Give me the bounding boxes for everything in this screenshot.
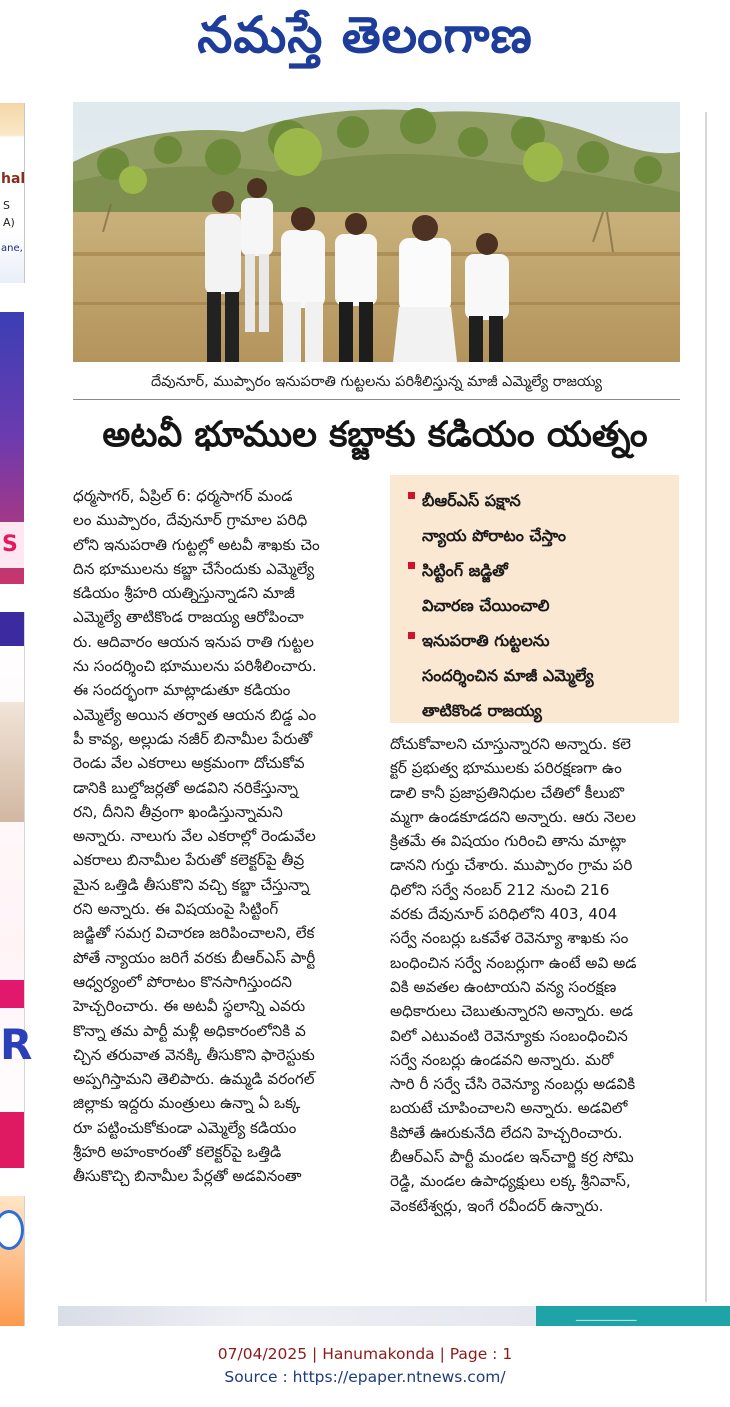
body-text-line: హెచ్చరించారు. ఈ అటవీ స్థలాన్ని ఎవరు bbox=[73, 997, 306, 1016]
next-article-strip bbox=[58, 1306, 536, 1326]
body-text-line: ను సందర్శించి భూములను పరిశీలించారు. bbox=[73, 657, 317, 676]
body-text-line: రు. ఆదివారం ఆయన ఇనుప రాతి గుట్టల bbox=[73, 632, 314, 651]
article-body-right-column bbox=[390, 732, 680, 1218]
body-text-line: రెడ్డి, మండల ఉపాధ్యక్షులు లక్క శ్రీనివాస్‌, bbox=[390, 1172, 631, 1191]
side-ad-clipping-2 bbox=[0, 312, 24, 584]
body-text-line: పీ కావ్య, అల్లుడు నజీర్‌ బినామీల పేరుతో bbox=[73, 729, 313, 748]
body-text-line: ఈ సందర్భంగా మాట్లాడుతూ కడియం bbox=[73, 681, 291, 700]
body-text-line: మ్మగా ఉండకూడదని అన్నారు. ఆరు నెలల bbox=[390, 807, 636, 826]
body-text-line: లోని ఇనుపరాతి గుట్టల్లో అటవీ శాఖకు చెం bbox=[73, 535, 320, 554]
article-body-left-column bbox=[73, 484, 377, 1189]
hill-inspection-photo bbox=[73, 102, 680, 362]
body-text-line: సర్వే నంబర్లు ఉండవని అన్నారు. మరో bbox=[390, 1050, 614, 1069]
body-text-line: అప్పగిస్తామని తెలిపారు. ఉమ్మడి వరంగల్‌ bbox=[73, 1070, 315, 1089]
body-text-line: ఆధ్వర్యంలో పోరాటం కొనసాగిస్తుందని bbox=[73, 972, 292, 991]
body-text-line: డానికి బుల్డోజర్లతో అడవిని నరికేస్తున్నా bbox=[73, 778, 298, 797]
side-ad-text: A) bbox=[3, 216, 15, 229]
highlight-text-line: బీఆర్‌ఎస్‌ పక్షాన bbox=[422, 491, 521, 510]
next-article-teaser: ___________ bbox=[576, 1308, 637, 1321]
article-photo bbox=[73, 102, 680, 362]
body-text-line: బీఆర్‌ఎస్‌ పార్టీ మండల ఇన్‌చార్జి కర్ర సోమి bbox=[390, 1148, 634, 1167]
body-text-line: క్టర్‌ ప్రభుత్వ భూములకు పరిరక్షణగా ఉం bbox=[390, 759, 622, 778]
body-text-line: ఎకరాలు బినామీల పేరుతో కలెక్టర్‌పై తీవ్ర bbox=[73, 851, 305, 870]
body-text-line: తీసుకొచ్చి బినామీల పేర్లతో అడవినంతా bbox=[73, 1167, 302, 1186]
body-text-line: కిపోతే ఊరుకునేది లేదని హెచ్చరించారు. bbox=[390, 1123, 623, 1142]
body-text-line: డానని గుర్తు చేశారు. ముప్పారం గ్రామ పరి bbox=[390, 856, 633, 875]
side-ad-band bbox=[0, 1112, 24, 1168]
body-text-line: సారి రీ సర్వే చేసి రెవెన్యూ నంబర్లు అడవికి bbox=[390, 1075, 636, 1094]
square-bullet-icon bbox=[408, 492, 415, 499]
body-text-line: వికి అవతల ఉంటాయని వన్య సంరక్షణ bbox=[390, 977, 617, 996]
side-ad-text: ane, bbox=[1, 243, 23, 254]
body-text-line: రని, దీనిని తీవ్రంగా ఖండిస్తున్నామని bbox=[73, 802, 283, 821]
side-ad-clipping-4 bbox=[0, 1196, 25, 1326]
photo-caption: దేవునూర్‌, ముప్పారం ఇనుపరాతి గుట్టలను పరిశీలిస్తున్న మాజీ ఎమ్మెల్యే రాజయ్య bbox=[73, 369, 680, 400]
highlight-text-line: విచారణ చేయించాలి bbox=[422, 596, 550, 615]
body-text-line: వెంకటేశ్వర్లు, ఇంగే రవీందర్‌ ఉన్నారు. bbox=[390, 1196, 604, 1215]
source-link[interactable]: Source : https://epaper.ntnews.com/ bbox=[224, 1368, 506, 1386]
body-text-line: క్రితమే ఈ విషయం గురించి తాను మాట్లా bbox=[390, 832, 626, 851]
body-text-line: రెండు వేల ఎకరాలు అక్రమంగా దోచుకోవ bbox=[73, 754, 305, 773]
square-bullet-icon bbox=[408, 632, 415, 639]
body-text-line: కడియం శ్రీహరి యత్నిస్తున్నాడని మాజీ bbox=[73, 584, 295, 603]
highlight-item bbox=[396, 553, 673, 623]
side-ad-text: S bbox=[2, 532, 18, 557]
side-ad-header bbox=[0, 612, 24, 646]
article-headline: అటవీ భూముల కబ్జాకు కడియం యత్నం bbox=[102, 415, 648, 455]
side-ad-band bbox=[0, 980, 24, 1008]
body-text-line: ఎమ్మెల్యే అయిన తర్వాత ఆయన బిడ్డ ఎం bbox=[73, 705, 317, 724]
body-text-line: ఎమ్మెల్యే తాటికొండ రాజయ్య ఆరోపించా bbox=[73, 608, 304, 627]
body-text-line: దోచుకోవాలని చూస్తున్నారని అన్నారు. కలె bbox=[390, 735, 631, 753]
edition-info: 07/04/2025 | Hanumakonda | Page : 1 bbox=[217, 1345, 513, 1363]
highlight-item bbox=[396, 623, 673, 728]
body-text-line: అన్నారు. నాలుగు వేల ఎకరాల్లో రెండువేల bbox=[73, 827, 316, 846]
body-text-line: మైన ఒత్తిడి తీసుకొని వచ్చి కబ్జా చేస్తున్నా bbox=[73, 875, 310, 894]
body-text-line: వరకు దేవునూర్‌ పరిధిలోని 403, 404 bbox=[390, 905, 618, 924]
body-text-line: లం ముప్పారం, దేవునూర్‌ గ్రామాల పరిధి bbox=[73, 511, 308, 530]
next-article-banner bbox=[536, 1306, 730, 1326]
square-bullet-icon bbox=[408, 562, 415, 569]
body-text-line: జడ్జితో సమగ్ర విచారణ జరిపించాలని, లేక bbox=[73, 924, 315, 943]
article-highlights-box bbox=[390, 475, 679, 723]
side-ad-text: hal bbox=[1, 171, 26, 187]
body-text-line: రూ పట్టించుకోకుండా ఎమ్మెల్యే కడియం bbox=[73, 1118, 297, 1137]
body-text-line: రని అన్నారు. ఈ విషయంపై సిట్టింగ్‌ bbox=[73, 900, 279, 919]
body-text-line: డాలి కానీ ప్రజాప్రతినిధుల చేతిలో కీలుబొ bbox=[390, 783, 625, 802]
highlight-text-line: ఇనుపరాతి గుట్టలను bbox=[422, 631, 550, 650]
body-text-line: పోతే న్యాయం జరిగే వరకు బీఆర్‌ఎస్‌ పార్టీ bbox=[73, 948, 316, 967]
side-ad-clipping-1 bbox=[0, 103, 25, 283]
side-ad-logo bbox=[0, 1210, 24, 1250]
highlight-text-line: సందర్శించిన మాజీ ఎమ్మెల్యే bbox=[422, 666, 594, 685]
side-ad-photo bbox=[0, 702, 24, 822]
body-text-line: ధిలోని సర్వే నంబర్‌ 212 నుంచి 216 bbox=[390, 880, 610, 899]
side-ad-text: S bbox=[3, 199, 10, 212]
side-ad-clipping-3 bbox=[0, 612, 33, 1168]
body-text-line: బంధించిన సర్వే నంబర్లుగా ఉంటే అవి అడ bbox=[390, 953, 637, 972]
body-text-line: కొన్నా తమ పార్టీ మళ్లీ అధికారంలోనికి వ bbox=[73, 1021, 306, 1040]
highlight-item bbox=[396, 483, 673, 553]
body-text-line: బయటే చూపించాలని అన్నారు. అడవిలో bbox=[390, 1099, 628, 1118]
body-text-line: శ్రీహరి అహంకారంతో కలెక్టర్‌పై ఒత్తిడి bbox=[73, 1143, 282, 1162]
column-divider bbox=[705, 112, 707, 1302]
highlight-text-line: సిట్టింగ్‌ జడ్జితో bbox=[422, 561, 508, 580]
highlight-text-line: న్యాయ పోరాటం చేస్తాం bbox=[422, 526, 567, 545]
body-text-line: అధికారులు చెబుతున్నారని అన్నారు. అడ bbox=[390, 1002, 634, 1021]
body-text-line: ధర్మసాగర్‌, ఏప్రిల్‌ 6: ధర్మసాగర్‌ మండ bbox=[73, 487, 293, 505]
body-text-line: జిల్లాకు ఇద్దరు మంత్రులు ఉన్నా ఏ ఒక్క bbox=[73, 1094, 301, 1113]
body-text-line: విలో ఎటువంటి రెవెన్యూకు సంబంధించిన bbox=[390, 1026, 628, 1045]
side-ad-text: R bbox=[0, 1020, 33, 1069]
body-text-line: చ్చిన తరువాత వెనక్కి తీసుకొని ఫారెస్టుకు bbox=[73, 1045, 315, 1064]
body-text-line: దిన భూములను కబ్జా చేసేందుకు ఎమ్మెల్యే bbox=[73, 559, 315, 578]
body-text-line: సర్వే నంబర్లు ఒకవేళ రెవెన్యూ శాఖకు సం bbox=[390, 929, 629, 948]
newspaper-masthead: నమస్తే తెలంగాణ bbox=[197, 5, 533, 64]
highlight-text-line: తాటికొండ రాజయ్య bbox=[422, 701, 542, 720]
